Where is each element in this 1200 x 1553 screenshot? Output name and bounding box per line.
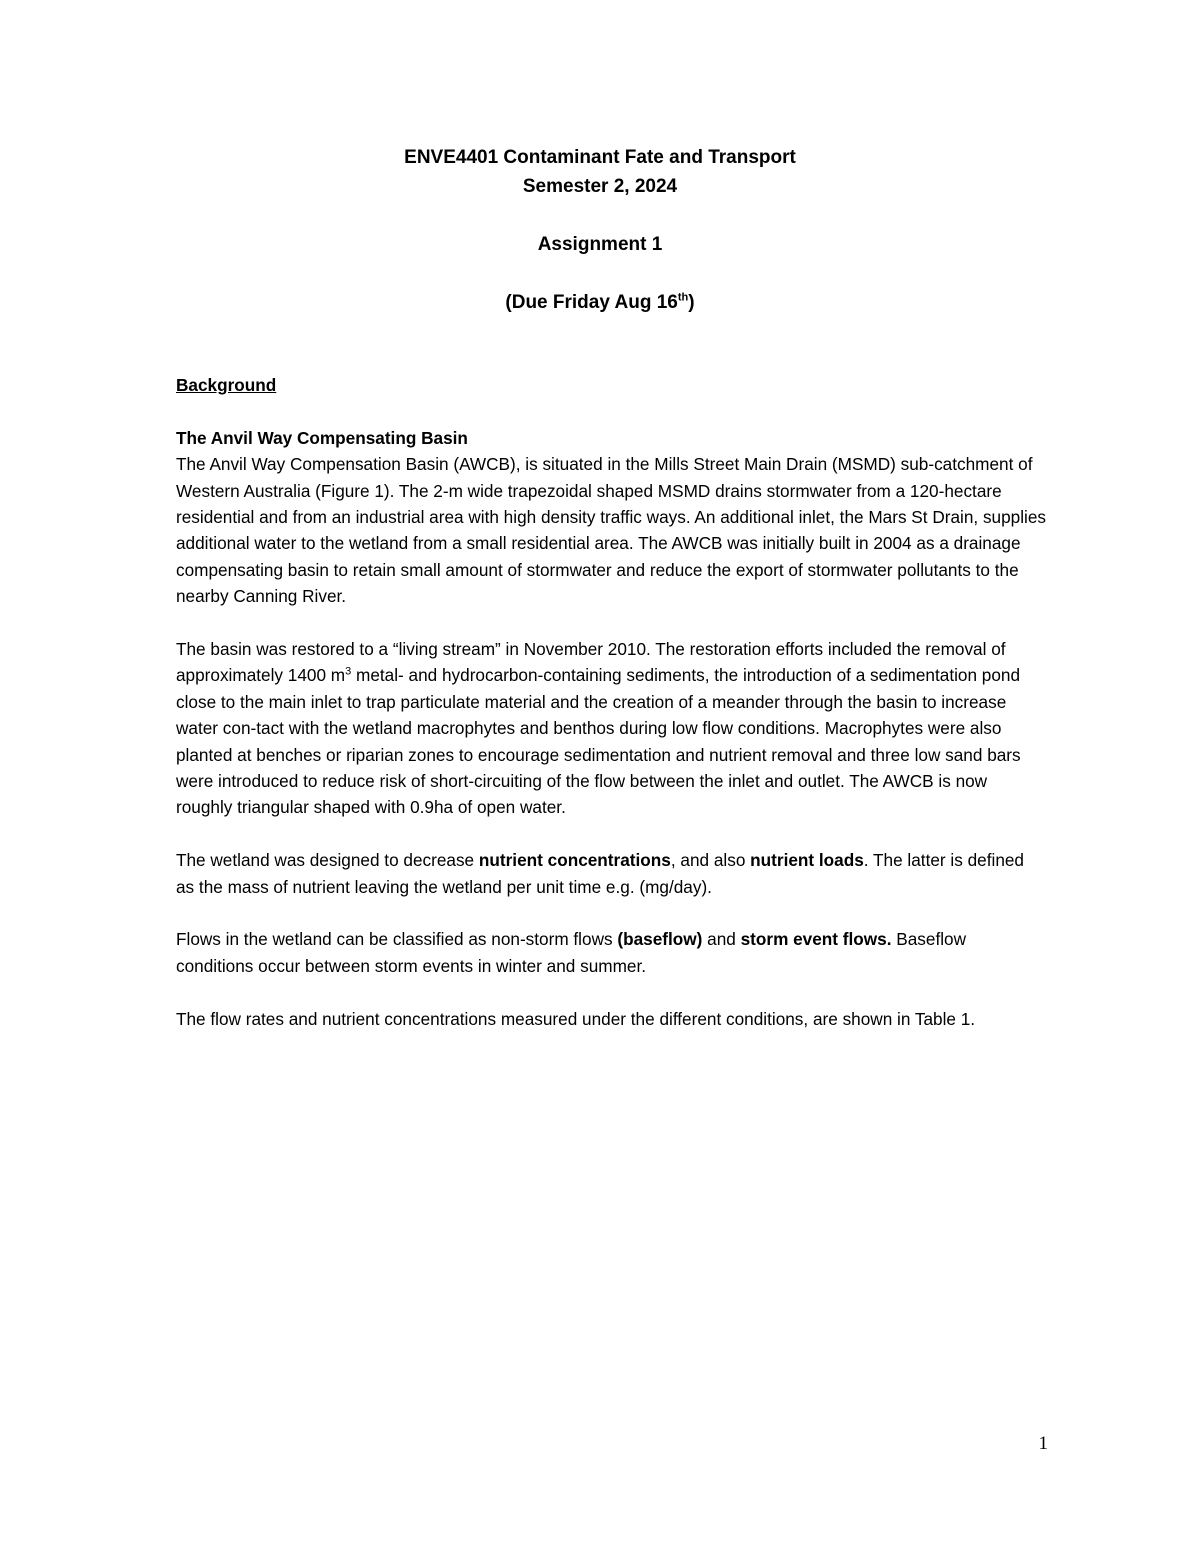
due-date-close: ) (688, 292, 695, 313)
document-header (0, 143, 1200, 317)
header-spacer (0, 259, 1200, 288)
nutrient-text-end: . The latter is defined as the mass of nutrient leaving the wetland per unit time e.g. (mg/day). (176, 850, 1024, 897)
flow-text: Flows in the wetland can be classified as non-storm flows (176, 929, 618, 950)
bold-storm-event-flows: storm event flows. (740, 929, 892, 950)
bold-nutrient-loads: nutrient loads (750, 850, 864, 871)
course-title: ENVE4401 Contaminant Fate and Transport (404, 147, 796, 168)
paragraph-basin-description: The Anvil Way Compensation Basin (AWCB), is situated in the Mills Street Main Drain (MSMD) sub-catchment of Western Australia (Figure 1). The 2-m wide trapezoidal shaped MSMD drains stormwater from a 120-hectare residential and from an industrial area with high density traffic ways. An additional inlet, the Mars St Drain, supplies additional water to the wetland from a small residential area. The AWCB was initially built in 2004 as a drainage compensating basin to retain small amount of stormwater and reduce the export of stormwater pollutants to the nearby Canning River. (176, 454, 1047, 607)
cubic-superscript: 3 (345, 665, 352, 678)
flow-text-end: Baseflow conditions occur between storm events in winter and summer. (176, 929, 967, 976)
paragraph-flow-classification (176, 926, 1046, 979)
due-date-text: (Due Friday Aug 16 (505, 292, 678, 313)
assignment-title: Assignment 1 (537, 234, 663, 255)
section-title-background: Background (176, 375, 277, 395)
page-number: 1 (1038, 1433, 1048, 1454)
paragraph-restoration (176, 636, 1046, 821)
nutrient-text: The wetland was designed to decrease (176, 850, 479, 871)
flow-text-mid: and (702, 929, 741, 950)
bold-baseflow: (baseflow) (617, 929, 703, 950)
bold-nutrient-concentrations: nutrient concentrations (478, 850, 671, 871)
due-date-superscript: th (677, 291, 689, 304)
document-body (176, 372, 1046, 1058)
header-spacer (0, 201, 1200, 230)
paragraph-table-reference: The flow rates and nutrient concentrations measured under the different conditions, are shown in Table 1. (176, 1008, 976, 1029)
restoration-text-cont: metal- and hydrocarbon-containing sediments, the introduction of a sedimentation pond close to the main inlet to trap particulate material and the creation of a meander through the basin to increase water con-tact with the wetland macrophytes and benthos during low flow conditions. Macrophytes were also planted at benches or riparian zones to encourage sedimentation and nutrient removal and three low sand bars were introduced to reduce risk of short-circuiting of the flow between the inlet and outlet. The AWCB is now roughly triangular shaped with 0.9ha of open water. (176, 665, 1021, 818)
paragraph-nutrient-design (176, 847, 1046, 900)
due-date-line (0, 288, 1200, 317)
semester-line: Semester 2, 2024 (522, 176, 678, 197)
subheading-anvil-way-basin: The Anvil Way Compensating Basin (176, 427, 468, 448)
nutrient-text-mid: , and also (670, 850, 751, 871)
restoration-text: The basin was restored to a “living stream” in November 2010. The restoration efforts included the removal of approximately 1400 m (176, 639, 1006, 686)
